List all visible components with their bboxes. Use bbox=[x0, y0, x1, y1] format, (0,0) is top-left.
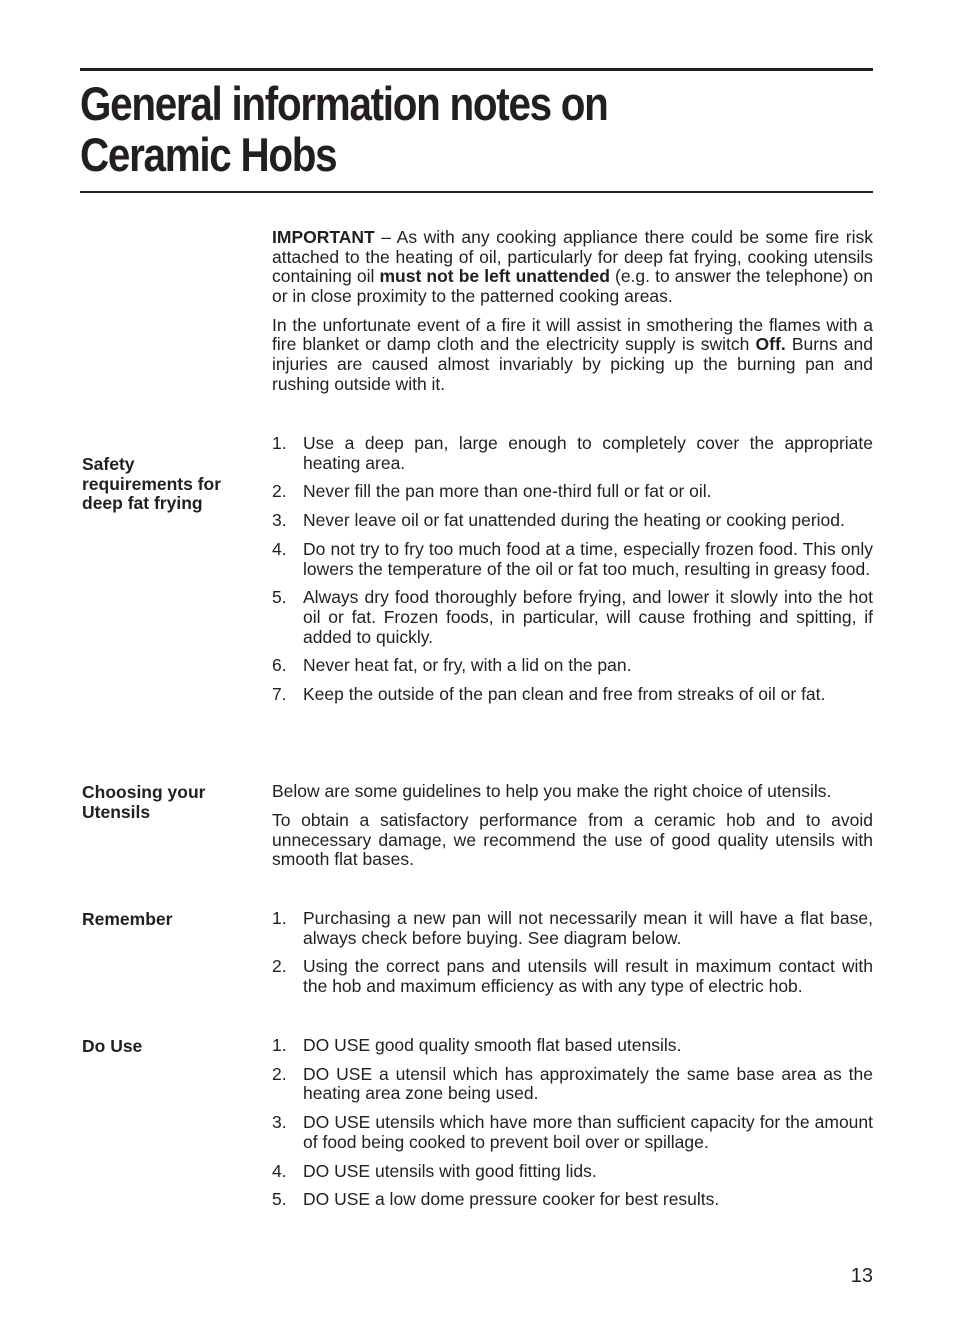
item-text: DO USE utensils with good fitting lids. bbox=[303, 1160, 597, 1181]
item-number: 2. bbox=[272, 1063, 287, 1084]
page-number: 13 bbox=[850, 1265, 873, 1287]
important-paragraph bbox=[272, 228, 873, 306]
title-rule-top bbox=[80, 68, 873, 71]
utensils-section bbox=[272, 782, 873, 879]
list-item bbox=[272, 511, 873, 531]
douse-heading: Do Use bbox=[82, 1036, 143, 1056]
item-number: 7. bbox=[272, 684, 287, 705]
item-text: Purchasing a new pan will not necessarily mean it will have a flat base, always check before buying. See diagram below. bbox=[303, 908, 873, 948]
list-item bbox=[272, 909, 873, 948]
list-item bbox=[272, 1162, 873, 1182]
list-item bbox=[272, 656, 873, 676]
safety-heading: Safety requirements for deep fat frying bbox=[82, 454, 222, 513]
item-text: Using the correct pans and utensils will result in maximum contact with the hob and maximum efficiency as with any type of electric hob. bbox=[303, 956, 873, 996]
item-number: 1. bbox=[272, 908, 287, 928]
item-text: Keep the outside of the pan clean and free from streaks of oil or fat. bbox=[303, 684, 826, 705]
item-number: 6. bbox=[272, 655, 287, 676]
list-item bbox=[272, 1036, 873, 1056]
item-text: Do not try to fry too much food at a time, especially frozen food. This only lowers the temperature of the oil or fat too much, resulting in greasy food. bbox=[303, 538, 873, 579]
item-text: DO USE good quality smooth flat based utensils. bbox=[303, 1035, 682, 1055]
item-number: 1. bbox=[272, 1035, 287, 1055]
important-strong: must not be left unattended bbox=[379, 266, 610, 287]
fire-text-1: In the unfortunate event of a fire it will assist in smothering the flames with a fire blanket or damp cloth and the electricity supply is switch bbox=[272, 314, 873, 355]
item-number: 2. bbox=[272, 481, 287, 502]
item-text: Use a deep pan, large enough to completely cover the appropriate heating area. bbox=[303, 433, 873, 473]
list-item bbox=[272, 685, 873, 705]
list-item bbox=[272, 482, 873, 502]
fire-strong: Off. bbox=[755, 334, 786, 355]
item-number: 3. bbox=[272, 510, 287, 531]
list-item bbox=[272, 540, 873, 579]
list-item bbox=[272, 957, 873, 996]
important-text-1: – As with any cooking appliance there could be some fire risk attached to the heating of oil, particularly for deep fat frying, cooking utensils containing oil bbox=[272, 227, 873, 287]
item-text: Never heat fat, or fry, with a lid on the pan. bbox=[303, 655, 632, 676]
fire-paragraph bbox=[272, 316, 873, 394]
item-number: 3. bbox=[272, 1112, 287, 1133]
list-item bbox=[272, 1113, 873, 1152]
item-text: DO USE utensils which have more than sufficient capacity for the amount of food being cooked to prevent boil over or spillage. bbox=[303, 1112, 873, 1152]
remember-list bbox=[272, 909, 873, 1006]
list-item bbox=[272, 1065, 873, 1104]
intro-section bbox=[272, 228, 873, 404]
item-text: DO USE a low dome pressure cooker for best results. bbox=[303, 1189, 720, 1210]
item-number: 5. bbox=[272, 1189, 287, 1210]
utensils-paragraph-2: To obtain a satisfactory performance from a ceramic hob and to avoid unnecessary damage, we recommend the use of good quality utensils with smooth flat bases. bbox=[272, 810, 873, 870]
title-line-1: General information notes on bbox=[80, 77, 608, 130]
item-text: Never leave oil or fat unattended during the heating or cooking period. bbox=[303, 510, 845, 531]
list-item bbox=[272, 588, 873, 647]
item-number: 5. bbox=[272, 587, 287, 608]
item-text: Never fill the pan more than one-third full or fat or oil. bbox=[303, 481, 712, 502]
important-text-2: (e.g. to answer the telephone) on or in close proximity to the patterned cooking areas. bbox=[272, 266, 873, 306]
item-number: 2. bbox=[272, 956, 287, 977]
douse-list bbox=[272, 1036, 873, 1219]
title-rule-bottom bbox=[80, 191, 873, 193]
utensils-paragraph-1: Below are some guidelines to help you make the right choice of utensils. bbox=[272, 781, 832, 801]
list-item bbox=[272, 434, 873, 473]
page-title bbox=[80, 78, 751, 180]
safety-list bbox=[272, 434, 873, 714]
item-number: 4. bbox=[272, 1160, 287, 1181]
utensils-heading: Choosing your Utensils bbox=[82, 782, 206, 822]
title-line-2: Ceramic Hobs bbox=[80, 128, 337, 181]
item-text: DO USE a utensil which has approximately the same base area as the heating area zone being used. bbox=[303, 1063, 873, 1104]
list-item bbox=[272, 1190, 873, 1210]
item-text: Always dry food thoroughly before frying, and lower it slowly into the hot oil or fat. Frozen foods, in particular, will cause frothing and spitting, if added to quickly. bbox=[303, 587, 873, 647]
remember-heading: Remember bbox=[82, 909, 173, 929]
item-number: 4. bbox=[272, 538, 287, 559]
important-lead: IMPORTANT bbox=[272, 227, 375, 247]
fire-text-2: Burns and injuries are caused almost invariably by picking up the burning pan and rushing outside with it. bbox=[272, 334, 874, 394]
item-number: 1. bbox=[272, 433, 287, 453]
